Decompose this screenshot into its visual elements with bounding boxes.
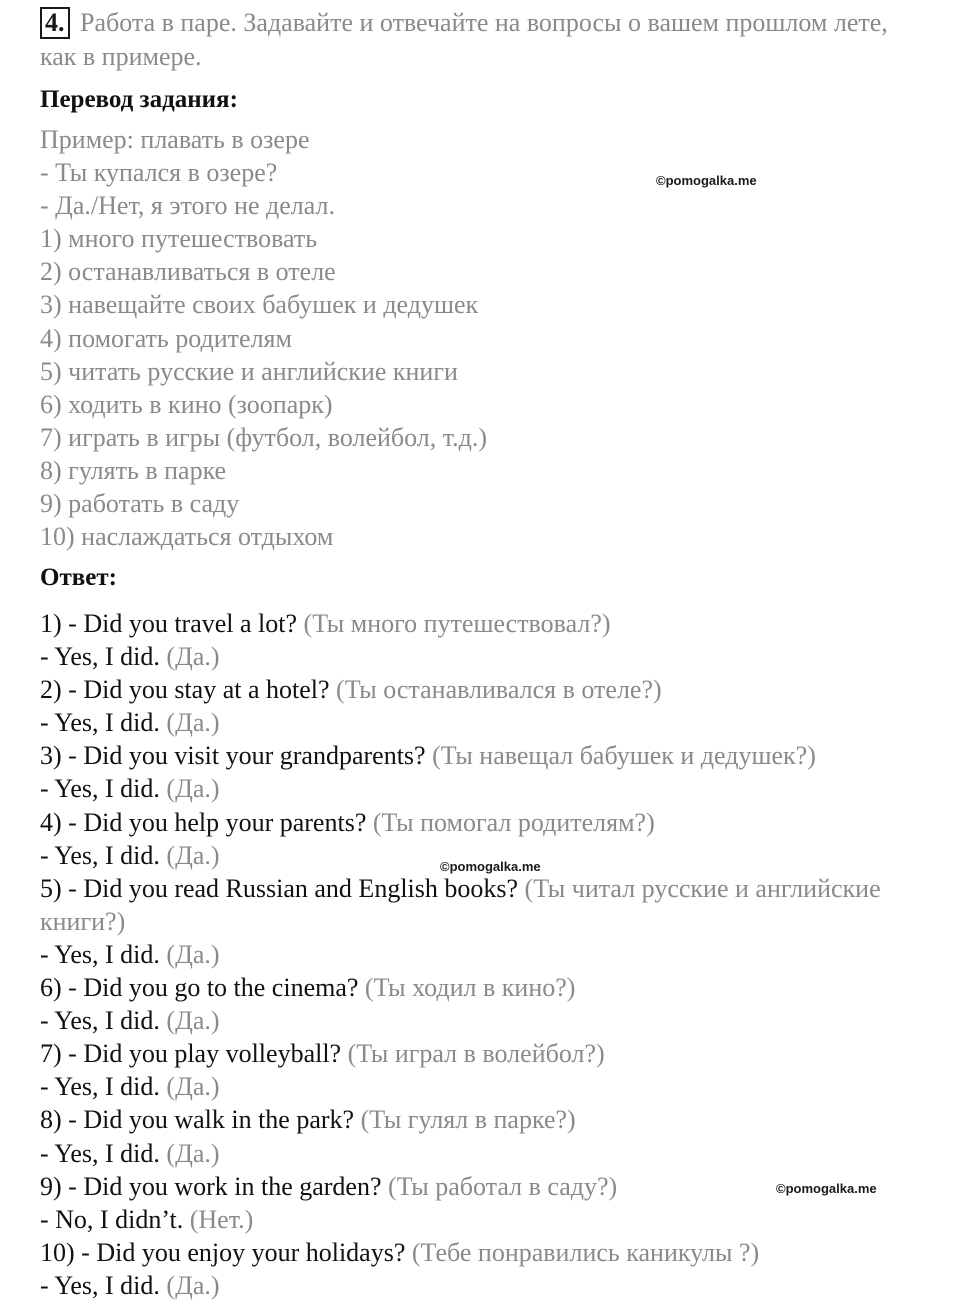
answer-translation: (Ты ходил в кино?) xyxy=(364,973,576,1003)
answer-translation: (Ты работал в саду?) xyxy=(388,1171,618,1201)
answer-translation: (Да.) xyxy=(166,1270,220,1300)
answer-english: - Yes, I did. xyxy=(40,1270,160,1300)
answer-translation: (Ты гулял в парке?) xyxy=(360,1105,576,1135)
answer-line xyxy=(40,938,920,971)
answer-english: 8) - Did you walk in the park? xyxy=(40,1105,355,1135)
answer-list xyxy=(40,607,920,1302)
answer-line xyxy=(40,1070,920,1103)
translation-line: 6) ходить в кино (зоопарк) xyxy=(40,389,333,419)
answer-translation: (Ты играл в волейбол?) xyxy=(347,1039,605,1069)
answer-line xyxy=(40,772,920,805)
answer-line xyxy=(40,640,920,673)
answer-line xyxy=(40,1103,920,1136)
answer-heading: Ответ: xyxy=(40,564,117,591)
answer-translation: (Тебе понравились каникулы ?) xyxy=(411,1237,760,1267)
answer-translation: (Ты много путешествовал?) xyxy=(303,609,611,638)
answer-translation: (Да.) xyxy=(166,774,220,804)
answer-line xyxy=(40,1137,920,1170)
answer-translation: (Ты навещал бабушек и дедушек?) xyxy=(432,741,816,771)
answer-line xyxy=(40,1037,920,1070)
task-statement xyxy=(40,6,920,74)
answer-english: - Yes, I did. xyxy=(40,840,160,870)
answer-english: - Yes, I did. xyxy=(40,939,160,969)
answer-english: 5) - Did you read Russian and English books? xyxy=(40,873,519,903)
answer-line xyxy=(40,1236,920,1269)
translation-list xyxy=(40,123,487,553)
translation-line: - Ты купался в озере? xyxy=(40,158,278,188)
answer-translation: (Да.) xyxy=(166,708,220,738)
watermark: ©pomogalka.me xyxy=(656,173,757,188)
answer-line xyxy=(40,1203,920,1236)
translation-line: - Да./Нет, я этого не делал. xyxy=(40,191,335,221)
answer-english: - Yes, I did. xyxy=(40,708,160,738)
translation-line: 8) гулять в парке xyxy=(40,455,227,485)
answer-translation: (Ты читал русские и английские книги?) xyxy=(40,873,881,936)
watermark: ©pomogalka.me xyxy=(440,859,541,874)
answer-translation: (Ты помогал родителям?) xyxy=(372,807,655,837)
answer-line xyxy=(40,706,920,739)
answer-line xyxy=(40,673,920,706)
answer-line xyxy=(40,806,920,839)
translation-line: 5) читать русские и английские книги xyxy=(40,356,458,386)
answer-translation: (Нет.) xyxy=(189,1204,254,1234)
watermark: ©pomogalka.me xyxy=(776,1181,877,1196)
answer-english: 1) - Did you travel a lot? xyxy=(40,609,298,638)
answer-translation: (Ты останавливался в отеле?) xyxy=(336,675,662,705)
translation-line: 9) работать в саду xyxy=(40,489,240,519)
answer-english: 10) - Did you enjoy your holidays? xyxy=(40,1237,406,1267)
task-text: Работа в паре. Задавайте и отвечайте на вопросы о вашем прошлом лете, как в примере. xyxy=(40,8,888,71)
translation-line: 3) навещайте своих бабушек и дедушек xyxy=(40,290,479,320)
translation-line: 1) много путешествовать xyxy=(40,224,318,254)
translation-line: 10) наслаждаться отдыхом xyxy=(40,522,334,552)
answer-translation: (Да.) xyxy=(166,939,220,969)
answer-english: 6) - Did you go to the cinema? xyxy=(40,973,359,1003)
translation-line: 4) помогать родителям xyxy=(40,323,292,353)
answer-english: 4) - Did you help your parents? xyxy=(40,807,367,837)
answer-translation: (Да.) xyxy=(166,642,220,672)
translation-line: 2) останавливаться в отеле xyxy=(40,257,336,287)
answer-translation: (Да.) xyxy=(166,1006,220,1036)
answer-line xyxy=(40,607,920,640)
answer-english: - No, I didn’t. xyxy=(40,1204,184,1234)
answer-english: - Yes, I did. xyxy=(40,1006,160,1036)
translation-line: Пример: плавать в озере xyxy=(40,125,310,154)
answer-english: - Yes, I did. xyxy=(40,1072,160,1102)
answer-translation: (Да.) xyxy=(166,1072,220,1102)
answer-english: 2) - Did you stay at a hotel? xyxy=(40,675,330,705)
answer-line xyxy=(40,872,920,938)
task-number: 4. xyxy=(40,7,70,39)
answer-line xyxy=(40,1269,920,1302)
answer-translation: (Да.) xyxy=(166,1138,220,1168)
answer-english: 9) - Did you work in the garden? xyxy=(40,1171,382,1201)
answer-line xyxy=(40,1004,920,1037)
answer-english: - Yes, I did. xyxy=(40,774,160,804)
translation-line: 7) играть в игры (футбол, волейбол, т.д.) xyxy=(40,422,488,452)
answer-english: 7) - Did you play volleyball? xyxy=(40,1039,342,1069)
answer-english: 3) - Did you visit your grandparents? xyxy=(40,741,426,771)
answer-line xyxy=(40,971,920,1004)
answer-english: - Yes, I did. xyxy=(40,1138,160,1168)
translation-heading: Перевод задания: xyxy=(40,86,238,113)
answer-translation: (Да.) xyxy=(166,840,220,870)
answer-line xyxy=(40,739,920,772)
answer-english: - Yes, I did. xyxy=(40,642,160,672)
